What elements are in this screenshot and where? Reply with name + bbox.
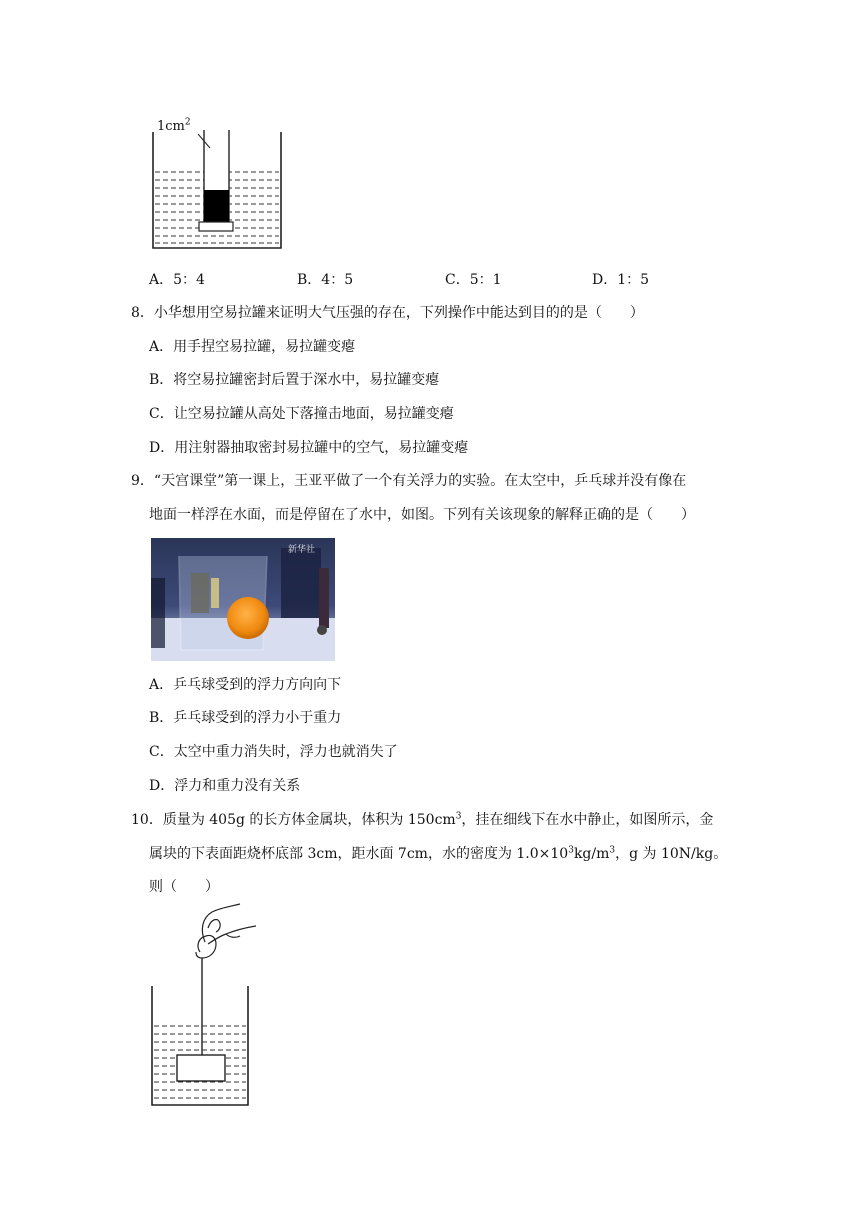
q10-sup-1: 3: [455, 811, 462, 822]
q9-stem-line2: 地面一样浮在水面，而是停留在了水中，如图。下列有关该现象的解释正确的是（ ）: [149, 507, 695, 523]
q8-stem: 8．小华想用空易拉罐来证明大气压强的存在，下列操作中能达到目的的是（ ）: [131, 305, 644, 321]
q10-text-2a: 属块的下表面距烧杯底部 3cm，距水面 7cm，水的密度为 1.0×10: [149, 846, 569, 862]
q10-sup-2a: 3: [568, 845, 574, 856]
area-label-exponent: 2: [184, 117, 191, 128]
q9-option-c: C．太空中重力消失时，浮力也就消失了: [149, 744, 398, 760]
photo-watermark: 新华社: [288, 545, 316, 555]
hanging-block-diagram: [140, 900, 270, 1112]
q10-text-2c: ，g 为 10N/kg。: [615, 846, 728, 862]
q8-option-c: C．让空易拉罐从高处下落撞击地面，易拉罐变瘪: [149, 406, 454, 422]
q9-stem-line1: 9．“天宫课堂”第一课上，王亚平做了一个有关浮力的实验。在太空中，乒乓球并没有像在: [131, 473, 687, 489]
q9-option-a: A．乒乓球受到的浮力方向向下: [149, 677, 342, 693]
q7-option-b: B．4：5: [297, 272, 354, 288]
q8-option-a: A．用手捏空易拉罐，易拉罐变瘪: [149, 339, 356, 355]
figure-label-area: [157, 117, 191, 137]
q7-option-c: C．5：1: [445, 272, 502, 288]
q10-text-1a: 10．质量为 405g 的长方体金属块，体积为 150cm: [131, 812, 456, 828]
q10-sup-2b: 3: [609, 845, 616, 856]
q9-option-b: B．乒乓球受到的浮力小于重力: [149, 710, 342, 726]
area-label: 1cm: [157, 119, 185, 134]
space-pingpong-photo: [151, 538, 335, 661]
q10-stem-line2: [149, 844, 727, 864]
q9-option-d: D．浮力和重力没有关系: [149, 778, 301, 794]
q10-text-2b: kg/m: [573, 846, 610, 862]
q10-stem-line1: [131, 810, 713, 830]
q8-option-d: D．用注射器抽取密封易拉罐中的空气，易拉罐变瘪: [149, 440, 469, 456]
q7-option-a: A．5：4: [149, 272, 205, 288]
q8-option-b: B．将空易拉罐密封后置于深水中，易拉罐变瘪: [149, 372, 440, 388]
q10-stem-line3: 则（ ）: [149, 879, 219, 895]
q10-text-1b: ，挂在细线下在水中静止，如图所示，金: [461, 812, 714, 828]
q7-option-d: D．1：5: [592, 272, 650, 288]
